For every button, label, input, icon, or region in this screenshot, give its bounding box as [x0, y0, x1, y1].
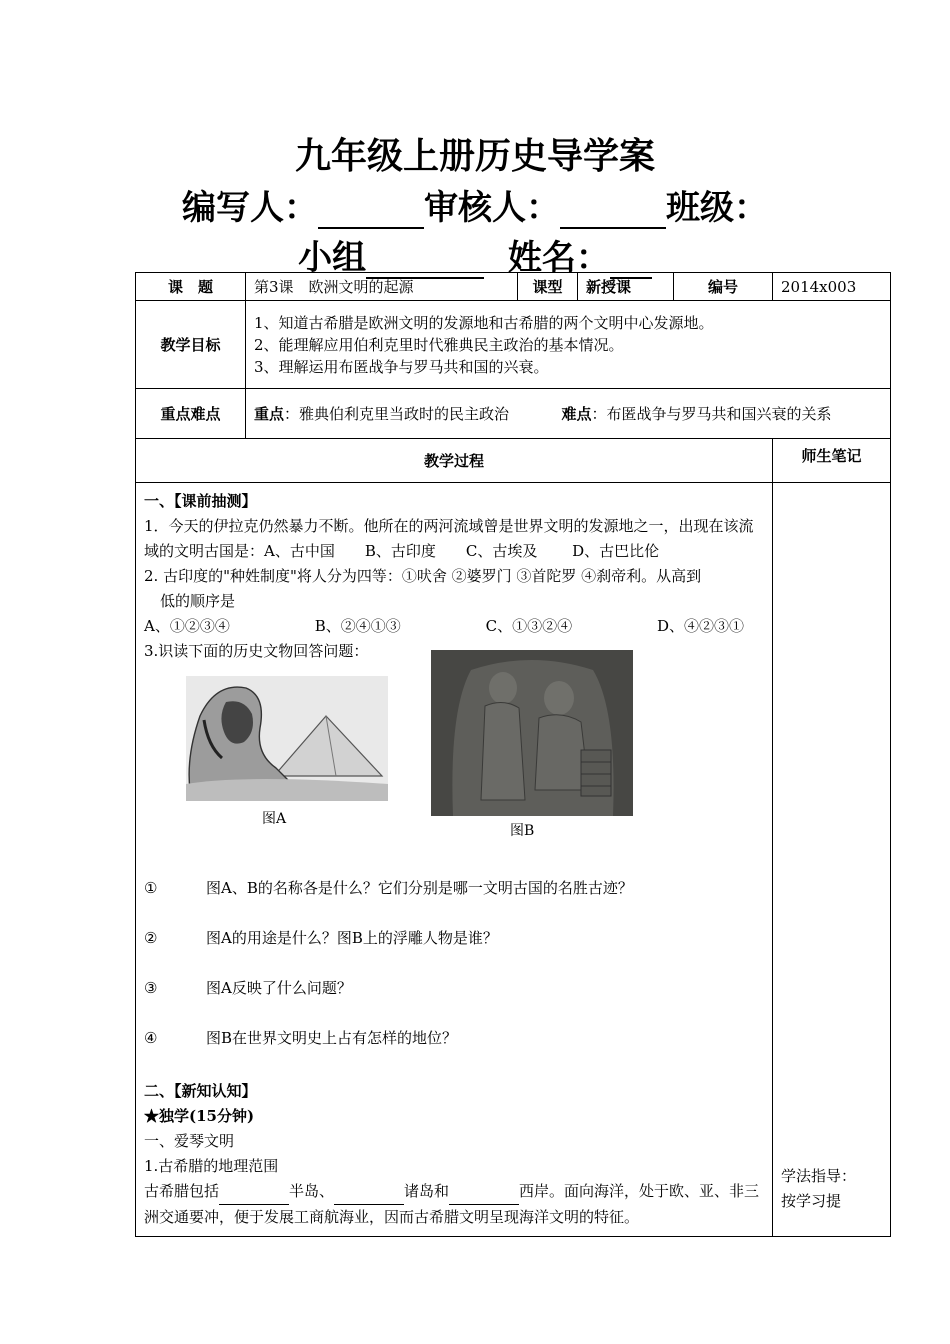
notes-label: 师生笔记: [773, 439, 891, 483]
question-3: 3.识读下面的历史文物回答问题：: [144, 642, 369, 660]
process-label: 教学过程: [136, 439, 773, 483]
option-a: A、①②③④: [144, 617, 230, 635]
goals-row: [136, 301, 891, 389]
section-title: 一、爱琴文明: [144, 1132, 235, 1150]
document-title: 九年级上册历史导学案: [294, 135, 655, 177]
fill-blank-paragraph: 古希腊包括 半岛、 诸岛和 西岸。面向海洋，处于欧、亚、非三洲交通要冲，便于发展工商航海业，因而古希腊文明呈现海洋文明的特征。: [144, 1179, 764, 1230]
goals-content: [246, 301, 891, 389]
keypoints-label: 重点难点: [136, 389, 246, 439]
study-tip-line: 学法指导：: [781, 1167, 857, 1185]
goals-label: 教学目标: [136, 301, 246, 389]
new-knowledge-heading: 二、【新知认知】: [144, 1082, 257, 1100]
figure-b-caption: 图B: [510, 823, 535, 839]
info-row: [136, 273, 891, 301]
option-c: C、①③②④: [485, 617, 573, 635]
sub-question: ③ 图A反映了什么问题？: [144, 979, 352, 997]
sub-question: ② 图A的用途是什么？图B上的浮雕人物是谁？: [144, 929, 498, 947]
type-label: 课型: [518, 273, 578, 301]
keypoints-row: [136, 389, 891, 439]
sphinx-pyramid-image: [186, 676, 388, 801]
subsection-title: 1.古希腊的地理范围: [144, 1157, 279, 1175]
topic-label: 课 题: [136, 273, 246, 301]
author-label: 编写人：: [182, 188, 318, 228]
author-line: [0, 180, 950, 229]
option-d: D、④②③①: [656, 617, 744, 635]
figure-a-caption: 图A: [262, 811, 287, 827]
sub-question: ④ 图B在世界文明史上占有怎样的地位？: [144, 1029, 458, 1047]
pretest-heading: 一、【课前抽测】: [144, 492, 257, 510]
goal-item: 3、理解运用布匿战争与罗马共和国的兴衰。: [254, 357, 549, 376]
reviewer-blank[interactable]: [560, 197, 666, 229]
name-label: 姓名：: [507, 238, 610, 278]
topic-value: 第3课 欧洲文明的起源: [246, 273, 518, 301]
option-b: B、②④①③: [314, 617, 401, 635]
question-2-line1: 2. 古印度的"种姓制度"将人分为四等：①吠舍 ②婆罗门 ③首陀罗 ④刹帝利。从高到: [144, 567, 702, 585]
sub-question: ① 图A、B的名称各是什么？它们分别是哪一文明古国的名胜古迹？: [144, 879, 633, 897]
difficult-value: ：布匿战争与罗马共和国兴衰的关系: [591, 404, 832, 423]
type-value: 新授课: [578, 273, 674, 301]
process-header-row: [136, 439, 891, 483]
question-2-line2: 低的顺序是: [160, 592, 236, 610]
lesson-table: [135, 272, 891, 1237]
blank-peninsula[interactable]: [219, 1179, 289, 1205]
goal-item: 1、知道古希腊是欧洲文明的发源地和古希腊的两个文明中心发源地。: [254, 313, 714, 332]
author-blank[interactable]: [318, 197, 424, 229]
number-label: 编号: [674, 273, 773, 301]
hammurabi-stele-image: [431, 650, 633, 816]
reviewer-label: 审核人：: [424, 188, 560, 228]
blank-coast[interactable]: [449, 1179, 519, 1205]
notes-column: [773, 483, 891, 1237]
difficult-label: 难点: [561, 404, 592, 423]
process-content: [136, 483, 773, 1237]
class-label: 班级：: [666, 188, 768, 228]
question-1: 1．今天的伊拉克仍然暴力不断。他所在的两河流域曾是世界文明的发源地之一，出现在该流域的文明古国是：A、古中国 B、古印度 C、古埃及 D、古巴比伦: [144, 517, 754, 560]
key-label: 重点: [254, 404, 285, 423]
key-value: ：雅典伯利克里当政时的民主政治: [284, 404, 510, 423]
question-2-options: [144, 614, 744, 639]
keypoints-content: [246, 389, 891, 439]
process-row: [136, 483, 891, 1237]
number-value: 2014x003: [773, 273, 891, 301]
figures: [144, 664, 764, 854]
study-tip-line: 按学习提: [781, 1192, 842, 1210]
blank-islands[interactable]: [334, 1179, 404, 1205]
self-study-label: ★独学(15分钟): [144, 1107, 255, 1125]
goal-item: 2、能理解应用伯利克里时代雅典民主政治的基本情况。: [254, 335, 624, 354]
group-label: 小组: [298, 238, 367, 278]
